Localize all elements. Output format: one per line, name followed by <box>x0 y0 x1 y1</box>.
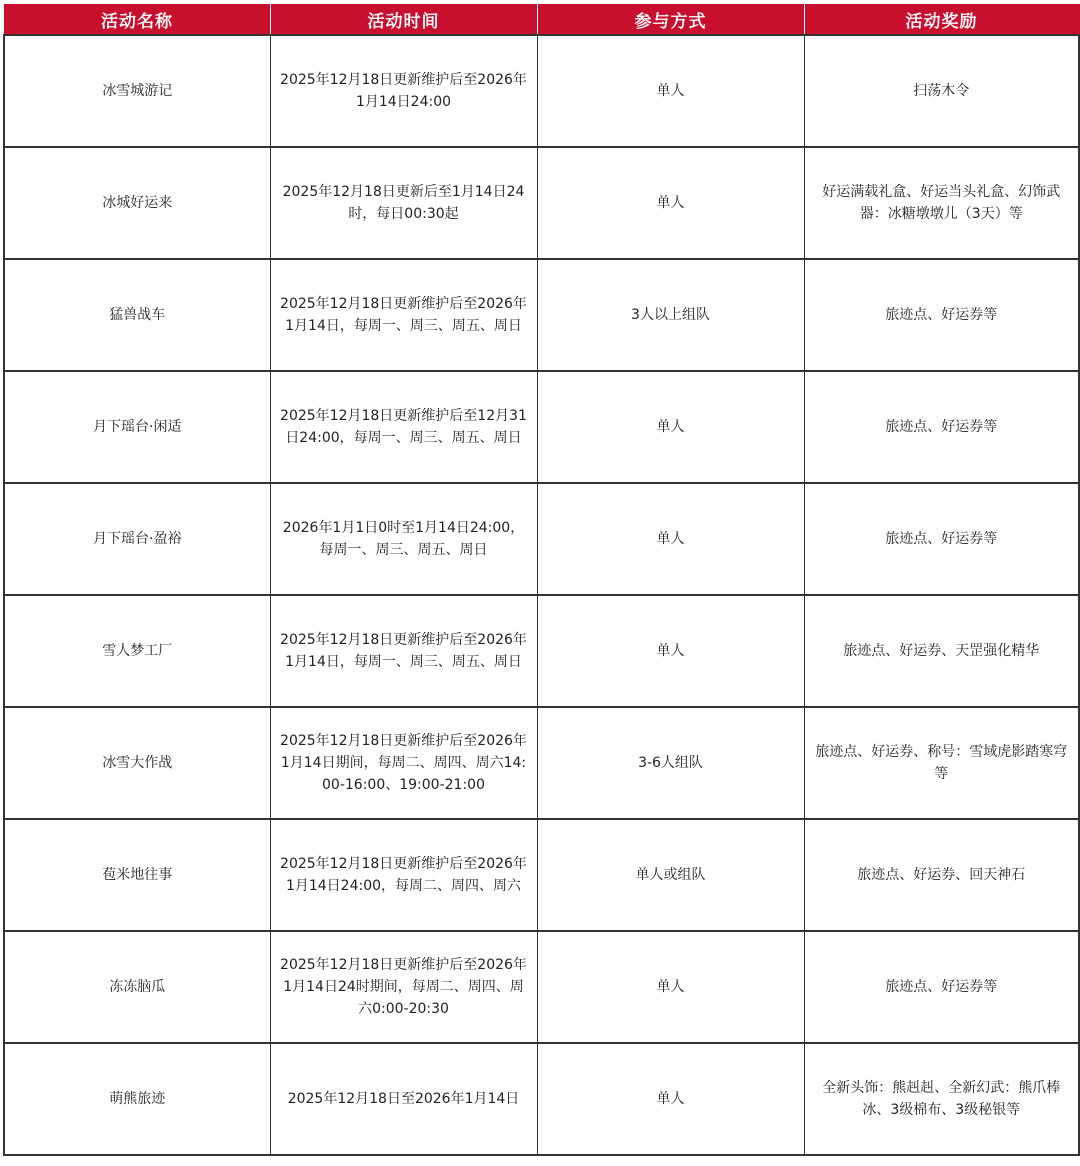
table-row <box>4 819 1079 931</box>
cell-activity-time: 2025年12月18日更新后至1月14日24时，每日00:30起 <box>270 147 537 259</box>
cell-activity-name: 冰雪大作战 <box>4 707 270 819</box>
cell-activity-name: 冻冻脑瓜 <box>4 931 270 1043</box>
cell-activity-reward: 好运满载礼盒、好运当头礼盒、幻饰武器：冰糖墩墩儿（3天）等 <box>804 147 1079 259</box>
column-header-time: 活动时间 <box>270 4 537 35</box>
column-header-name: 活动名称 <box>4 4 270 35</box>
cell-activity-reward: 旅迹点、好运券、天罡强化精华 <box>804 595 1079 707</box>
table-row <box>4 595 1079 707</box>
cell-activity-time: 2025年12月18日更新维护后至2026年1月14日24:00 <box>270 35 537 147</box>
cell-activity-name: 猛兽战车 <box>4 259 270 371</box>
cell-activity-reward: 旅迹点、好运券等 <box>804 483 1079 595</box>
cell-activity-reward: 旅迹点、好运券、回天神石 <box>804 819 1079 931</box>
cell-participation-mode: 单人 <box>537 483 804 595</box>
cell-activity-name: 冰城好运来 <box>4 147 270 259</box>
column-header-mode: 参与方式 <box>537 4 804 35</box>
cell-participation-mode: 3-6人组队 <box>537 707 804 819</box>
table-row <box>4 707 1079 819</box>
table-row <box>4 1043 1079 1155</box>
cell-participation-mode: 单人 <box>537 371 804 483</box>
activity-table-container <box>3 4 1078 1156</box>
cell-activity-time: 2025年12月18日更新维护后至2026年1月14日期间，每周二、周四、周六14:00-16:00、19:00-21:00 <box>270 707 537 819</box>
column-header-reward: 活动奖励 <box>804 4 1079 35</box>
cell-participation-mode: 单人 <box>537 35 804 147</box>
cell-activity-reward: 全新头饰：熊赳赳、全新幻武：熊爪棒冰、3级棉布、3级秘银等 <box>804 1043 1079 1155</box>
table-row <box>4 35 1079 147</box>
cell-activity-time: 2026年1月1日0时至1月14日24:00，每周一、周三、周五、周日 <box>270 483 537 595</box>
cell-activity-time: 2025年12月18日至2026年1月14日 <box>270 1043 537 1155</box>
cell-activity-name: 冰雪城游记 <box>4 35 270 147</box>
cell-activity-reward: 旅迹点、好运券、称号：雪域虎影踏寒穹等 <box>804 707 1079 819</box>
cell-activity-time: 2025年12月18日更新维护后至2026年1月14日，每周一、周三、周五、周日 <box>270 595 537 707</box>
cell-activity-time: 2025年12月18日更新维护后至2026年1月14日24:00，每周二、周四、周六 <box>270 819 537 931</box>
cell-activity-name: 萌熊旅迹 <box>4 1043 270 1155</box>
cell-activity-name: 苞米地往事 <box>4 819 270 931</box>
cell-activity-time: 2025年12月18日更新维护后至2026年1月14日，每周一、周三、周五、周日 <box>270 259 537 371</box>
table-row <box>4 147 1079 259</box>
cell-participation-mode: 单人或组队 <box>537 819 804 931</box>
cell-participation-mode: 单人 <box>537 147 804 259</box>
cell-activity-name: 月下瑶台·盈裕 <box>4 483 270 595</box>
cell-activity-name: 月下瑶台·闲适 <box>4 371 270 483</box>
cell-activity-reward: 扫荡木令 <box>804 35 1079 147</box>
cell-activity-time: 2025年12月18日更新维护后至2026年1月14日24时期间，每周二、周四、周六0:00-20:30 <box>270 931 537 1043</box>
cell-participation-mode: 3人以上组队 <box>537 259 804 371</box>
table-row <box>4 371 1079 483</box>
cell-participation-mode: 单人 <box>537 595 804 707</box>
cell-activity-reward: 旅迹点、好运券等 <box>804 371 1079 483</box>
table-row <box>4 483 1079 595</box>
cell-activity-time: 2025年12月18日更新维护后至12月31日24:00，每周一、周三、周五、周日 <box>270 371 537 483</box>
activity-table <box>3 4 1080 1156</box>
cell-activity-reward: 旅迹点、好运券等 <box>804 259 1079 371</box>
table-row <box>4 931 1079 1043</box>
cell-participation-mode: 单人 <box>537 931 804 1043</box>
table-row <box>4 259 1079 371</box>
cell-participation-mode: 单人 <box>537 1043 804 1155</box>
cell-activity-name: 雪人梦工厂 <box>4 595 270 707</box>
cell-activity-reward: 旅迹点、好运券等 <box>804 931 1079 1043</box>
table-header-row <box>4 4 1079 35</box>
